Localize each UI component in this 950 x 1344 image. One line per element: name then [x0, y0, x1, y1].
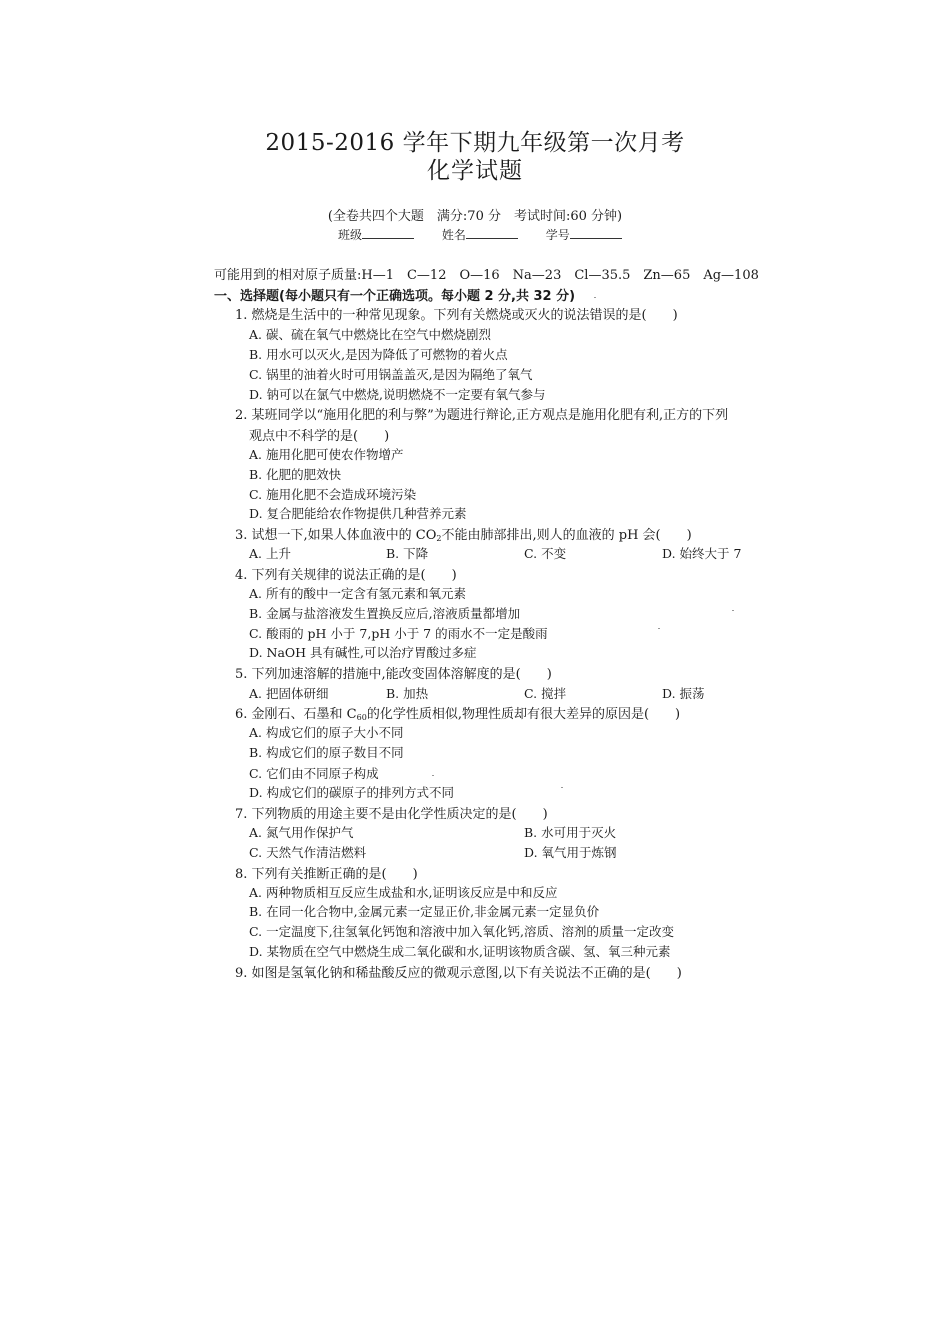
question-7-option-b: B. 水可用于灭火 — [524, 825, 617, 840]
class-field — [338, 226, 414, 243]
scan-speck — [432, 775, 434, 776]
question-8-stem: 8. 下列有关推断正确的是( ) — [235, 867, 418, 882]
question-6-subscript: 60 — [356, 713, 367, 722]
question-3-option-d: D. 始终大于 7 — [662, 546, 742, 561]
question-8-option-a: A. 两种物质相互反应生成盐和水,证明该反应是中和反应 — [249, 885, 558, 900]
id-blank — [570, 228, 622, 239]
exam-subtitle: 化学试题 — [427, 158, 523, 184]
question-3-stem — [235, 524, 692, 543]
question-2-option-a: A. 施用化肥可使农作物增产 — [249, 447, 404, 462]
question-6-option-a: A. 构成它们的原子大小不同 — [249, 725, 404, 740]
class-label: 班级 — [338, 228, 363, 242]
exam-meta: (全卷共四个大题 满分:70 分 考试时间:60 分钟) — [327, 209, 623, 224]
question-3-stem-part-a: 3. 试想一下,如果人体血液中的 CO — [235, 528, 437, 543]
scan-speck — [732, 610, 734, 611]
student-info-fields — [338, 226, 646, 243]
name-label: 姓名 — [441, 228, 466, 242]
question-1-option-d: D. 钠可以在氯气中燃烧,说明燃烧不一定要有氧气参与 — [249, 387, 546, 402]
question-7-stem: 7. 下列物质的用途主要不是由化学性质决定的是( ) — [235, 807, 548, 822]
question-6-option-d: D. 构成它们的碳原子的排列方式不同 — [249, 785, 455, 800]
question-4-option-c: C. 酸雨的 pH 小于 7,pH 小于 7 的雨水不一定是酸雨 — [249, 626, 548, 641]
name-field — [442, 226, 518, 243]
question-5-stem: 5. 下列加速溶解的措施中,能改变固体溶解度的是( ) — [235, 667, 552, 682]
question-7-option-a: A. 氮气用作保护气 — [249, 825, 354, 840]
question-1-option-b: B. 用水可以灭火,是因为降低了可燃物的着火点 — [249, 347, 508, 362]
question-6-option-c: C. 它们由不同原子构成 — [249, 766, 379, 781]
question-3-stem-part-b: 不能由肺部排出,则人的血液的 pH 会( ) — [441, 528, 692, 543]
question-7-options-row2 — [0, 843, 950, 861]
question-5-option-c: C. 搅拌 — [524, 686, 567, 701]
question-8-option-c: C. 一定温度下,往氢氧化钙饱和溶液中加入氧化钙,溶质、溶剂的质量一定改变 — [249, 924, 675, 939]
question-5-option-a: A. 把固体研细 — [249, 686, 329, 701]
scan-speck — [658, 628, 660, 629]
question-5-option-d: D. 振荡 — [662, 686, 705, 701]
question-3-option-b: B. 下降 — [386, 546, 429, 561]
question-6-stem-part-b: 的化学性质相似,物理性质却有很大差异的原因是( ) — [366, 707, 681, 722]
question-7-option-c: C. 天然气作清洁燃料 — [249, 845, 367, 860]
question-6-option-b: B. 构成它们的原子数目不同 — [249, 745, 404, 760]
question-5-option-b: B. 加热 — [386, 686, 429, 701]
question-6-stem-part-a: 6. 金刚石、石墨和 C — [235, 707, 357, 722]
scan-speck — [561, 787, 563, 788]
class-blank — [362, 228, 414, 239]
section-title: 一、选择题(每小题只有一个正确选项。每小题 2 分,共 32 分) — [214, 289, 576, 304]
question-3-option-a: A. 上升 — [249, 546, 291, 561]
atomic-masses: 可能用到的相对原子质量:H—1 C—12 O—16 Na—23 Cl—35.5 Zn—65 Ag—108 — [214, 268, 759, 283]
question-2-stem-continued: 观点中不科学的是( ) — [249, 429, 390, 444]
question-3-subscript: 2 — [436, 534, 442, 543]
id-label: 学号 — [545, 228, 570, 242]
question-7-option-d: D. 氧气用于炼钢 — [524, 845, 617, 860]
question-2-option-d: D. 复合肥能给农作物提供几种营养元素 — [249, 506, 467, 521]
question-8-option-d: D. 某物质在空气中燃烧生成二氧化碳和水,证明该物质含碳、氢、氧三种元素 — [249, 944, 671, 959]
question-2-option-b: B. 化肥的肥效快 — [249, 467, 342, 482]
id-field — [546, 226, 622, 243]
question-4-option-d: D. NaOH 具有碱性,可以治疗胃酸过多症 — [249, 645, 477, 660]
question-8-option-b: B. 在同一化合物中,金属元素一定显正价,非金属元素一定显负价 — [249, 904, 600, 919]
question-4-option-a: A. 所有的酸中一定含有氢元素和氧元素 — [249, 586, 466, 601]
question-3-options — [0, 544, 950, 562]
question-2-option-c: C. 施用化肥不会造成环境污染 — [249, 487, 417, 502]
question-9-stem: 9. 如图是氢氧化钠和稀盐酸反应的微观示意图,以下有关说法不正确的是( ) — [235, 966, 682, 981]
question-4-stem: 4. 下列有关规律的说法正确的是( ) — [235, 568, 457, 583]
scan-speck — [594, 297, 596, 298]
question-6-stem — [235, 703, 680, 722]
question-1-stem: 1. 燃烧是生活中的一种常见现象。下列有关燃烧或灭火的说法错误的是( ) — [235, 308, 678, 323]
question-2-stem: 2. 某班同学以“施用化肥的利与弊”为题进行辩论,正方观点是施用化肥有利,正方的下列 — [235, 408, 729, 423]
exam-title: 2015-2016 学年下期九年级第一次月考 — [265, 130, 685, 156]
question-5-options — [0, 684, 950, 702]
question-1-option-a: A. 碳、硫在氧气中燃烧比在空气中燃烧剧烈 — [249, 327, 491, 342]
name-blank — [466, 228, 518, 239]
question-7-options-row1 — [0, 823, 950, 841]
question-4-option-b: B. 金属与盐溶液发生置换反应后,溶液质量都增加 — [249, 606, 521, 621]
question-1-option-c: C. 锅里的油着火时可用锅盖盖灭,是因为隔绝了氧气 — [249, 367, 533, 382]
question-3-option-c: C. 不变 — [524, 546, 567, 561]
